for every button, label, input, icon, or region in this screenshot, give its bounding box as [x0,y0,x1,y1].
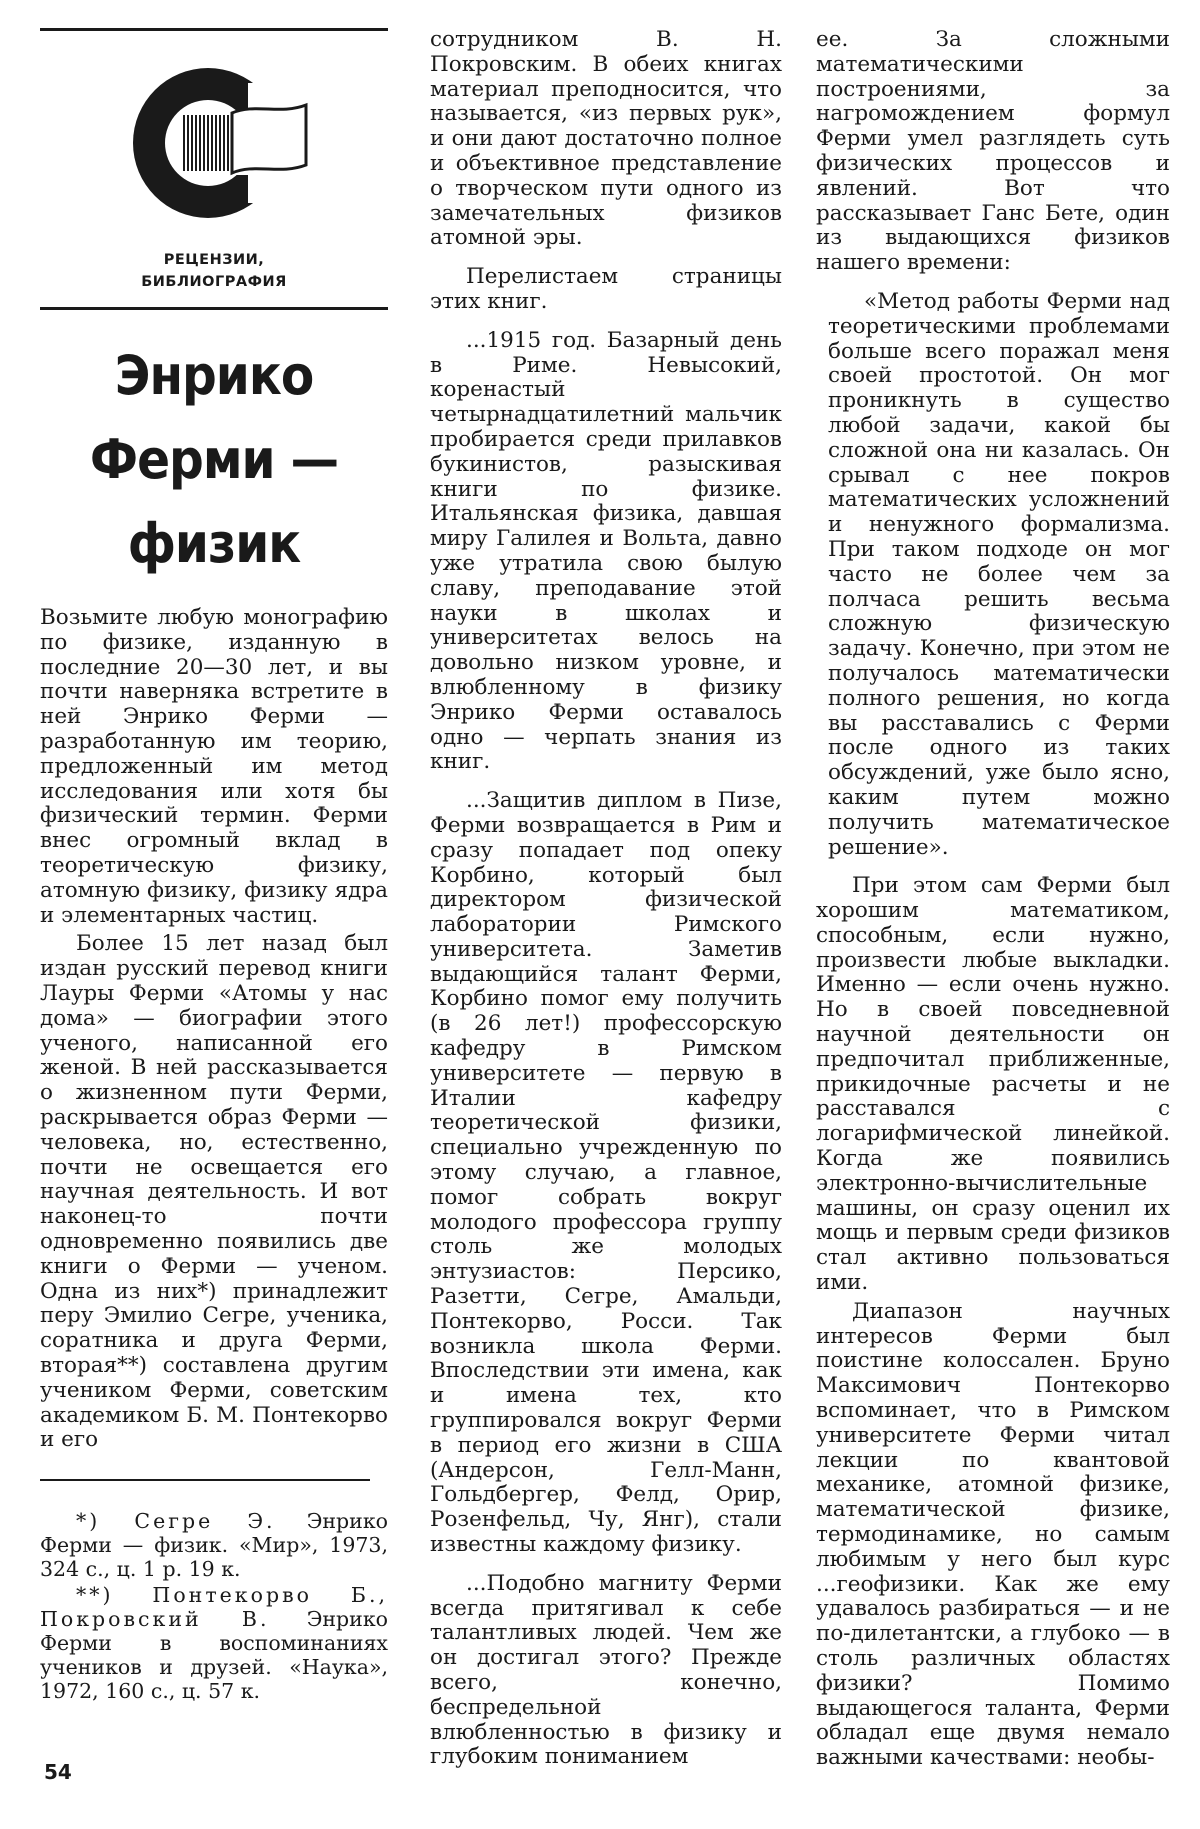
section-header [40,31,388,307]
title-line-1: Энрико [114,344,314,407]
column-3-text [816,28,1170,1771]
paragraph: Перелистаем страницы этих книг. [430,264,782,314]
column-1 [40,28,388,1703]
paragraph: сотрудником В. Н. Покровским. В обеих книгах материал преподносится, что называется, «из первых рук», и они дают достаточно полное и объективное представление о творческом пути одного из замечательных физиков атомной эры. [430,27,782,251]
footnote-2-author: **) Понтекорво Б., Покровский В. [40,1583,388,1632]
header-bottom-rule [40,307,388,310]
column-1-text [40,606,388,1453]
column-2-text [430,28,782,1770]
column-2 [430,28,782,1770]
page-number: 54 [44,1760,72,1784]
footnote-1-text: Энрико Ферми — физик. «Мир», 1973, 324 с., ц. 1 р. 19 к. [40,1509,388,1582]
quote-paragraph: «Метод работы Ферми над теоретическими проблемами больше всего поражал меня своей простотой. Он мог проникнуть в существо любой задачи, какой бы сложной она ни казалась. Он срывал с нее покров математических усложнений и ненужного формализма. При таком подходе он мог часто не более чем за полчаса решить весьма сложную физическую задачу. Конечно, при этом не получалось математически полного решения, но когда вы расставались с Ферми после одного из таких обсуждений, уже было ясно, каким путем можно получить математическое решение». [828,288,1170,860]
paragraph: ...1915 год. Базарный день в Риме. Невысокий, коренастый четырнадцатилетний мальчик пробирается среди прилавков букинистов, разыскивая книги по физике. Итальянская физика, давшая миру Галилея и Вольта, давно уже утратила свою былую славу, преподавание этой науки в школах и университетах велось на довольно низком уровне, и влюбленному в физику Энрико Ферми оставалось одно — черпать знания из книг. [430,327,782,775]
paragraph: ее. За сложными математическими построениями, за нагромождением формул Ферми умел разглядеть суть физических процессов и явлений. Вот что рассказывает Ганс Бете, один из выдающихся физиков нашего времени: [816,27,1170,276]
paragraph: Более 15 лет назад был издан русский перевод книги Лауры Ферми «Атомы у нас дома» — биографии этого ученого, написанной его женой. В ней рассказывается о жизненном пути Ферми, раскрывается образ Ферми — человека, но, естественно, почти не освещается его научная деятельность. И вот наконец-то почти одновременно появились две книги о Ферми — ученом. Одна из них*) принадлежит перу Эмилио Сегре, ученика, соратника и друга Ферми, вторая**) составлена другим учеником Ферми, советским академиком Б. М. Понтекорво и его [40,931,388,1453]
rubric-line-2: БИБЛИОГРАФИЯ [141,274,287,290]
footnotes [40,1509,388,1703]
title-line-2: Ферми — [89,428,339,491]
article-title [40,334,388,586]
paragraph: Возьмите любую монографию по физике, изданную в последние 20—30 лет, и вы почти наверняка встретите в ней Энрико Ферми — разработанную им теорию, предложенный им метод исследования или хотя бы физический термин. Ферми внес огромный вклад в теоретическую физику, атомную физику, физику ядра и элементарных частиц. [40,605,388,928]
paragraph: ...Защитив диплом в Пизе, Ферми возвращается в Рим и сразу попадает под опеку Корбино, который был директором физической лаборатории Римского университета. Заметив выдающийся талант Ферми, Корбино помог ему получить (в 26 лет!) профессорскую кафедру в Римском университете — первую в Италии кафедру теоретической физики, специально учрежденную по этому случаю, а главное, помог собрать вокруг молодого профессора группу столь же молодых энтузиастов: Персико, Разетти, Сегре, Амальди, Понтекорво, Росси. Так возникла школа Ферми. Впоследствии эти имена, как и имена тех, кто группировался вокруг Ферми в период его жизни в США (Андерсон, Гелл-Манн, Гольдбергер, Фелд, Орир, Розенфельд, Чу, Янг), стали известны каждому физику. [430,788,782,1558]
title-line-3: физик [127,512,301,575]
column-3 [816,28,1170,1771]
footnote-1 [40,1509,388,1581]
paragraph: Диапазон научных интересов Ферми был поистине колоссален. Бруно Максимович Понтекорво вспоминает, что в Римском университете Ферми читал лекции по квантовой механике, атомной физике, математической физике, термодинамике, но самым любимым у него был курс ...геофизики. Как же ему удавалось разбираться — и не по-дилетантски, а глубоко — в столь различных областях физики? Помимо выдающегося таланта, Ферми обладал еще двумя немало важными качествами: необы- [816,1298,1170,1771]
paragraph: ...Подобно магниту Ферми всегда притягивал к себе талантливых людей. Чем же он достигал этого? Прежде всего, конечно, беспредельной влюбленностью в физику и глубоким пониманием [430,1570,782,1770]
footnote-2 [40,1583,388,1703]
rubric-line-1: РЕЦЕНЗИИ, [163,252,265,268]
footnote-1-author: *) Сегре Э. [76,1509,276,1534]
footnote-2-text: Энрико Ферми в воспоминаниях учеников и друзей. «Наука», 1972, 160 с., ц. 57 к. [40,1607,388,1704]
section-rubric [40,249,388,293]
paragraph: При этом сам Ферми был хорошим математиком, способным, если нужно, произвести любые выкладки. Именно — если очень нужно. Но в своей повседневной научной деятельности он предпочитал приближенные, прикидочные расчеты и не расставался с логарифмической линейкой. Когда же появились электронно-вычислительные машины, он сразу оценил их мощь и первым среди физиков стал активно пользоваться ими. [816,873,1170,1296]
reviews-section-logo-icon [120,53,310,243]
footnote-rule [40,1479,370,1481]
